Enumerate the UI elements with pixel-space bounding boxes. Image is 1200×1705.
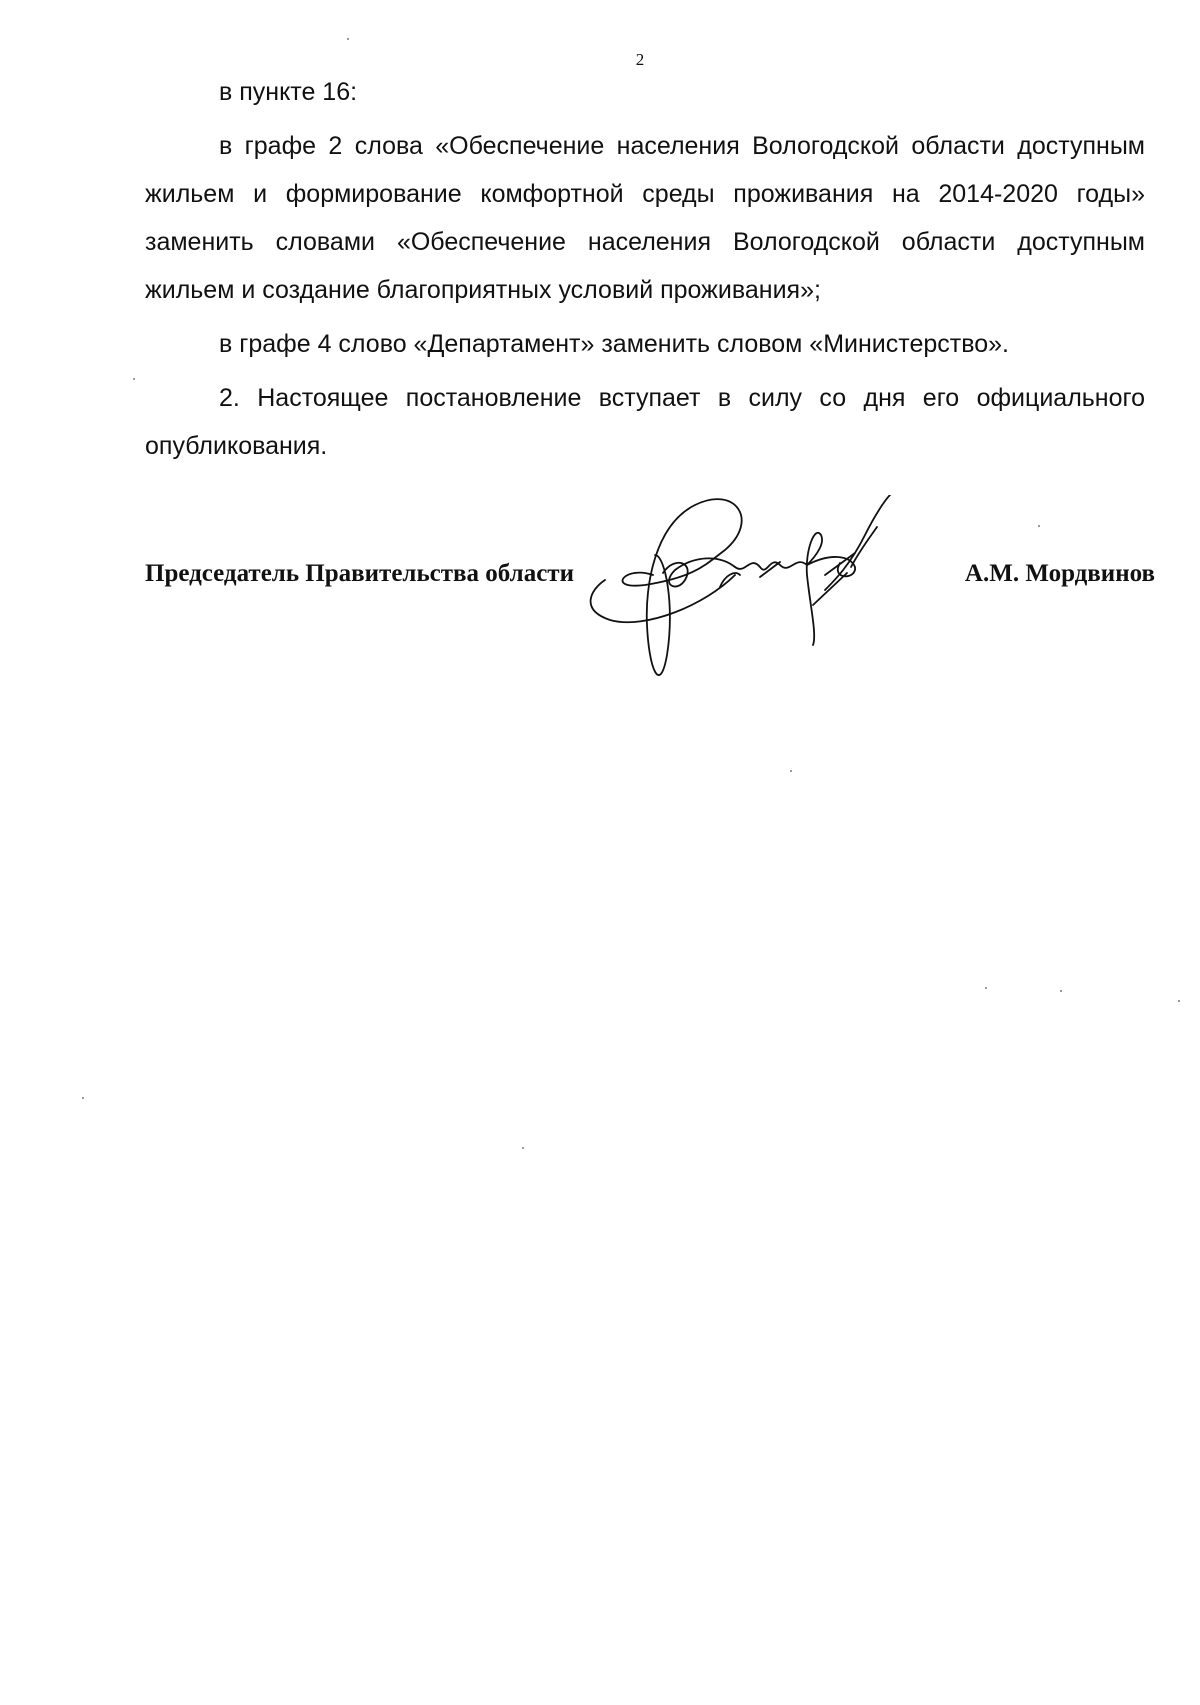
scan-speck (1178, 1000, 1180, 1002)
scan-speck (133, 378, 135, 380)
signatory-name: А.М. Мордвинов (964, 560, 1155, 587)
paragraph-item-16: в пункте 16: (219, 78, 358, 106)
paragraph-column-2-change: в графе 2 слова «Обеспечение населения Вологодской области доступным жильем и формирование комфортной среды проживания на 2014-2020 годы» заменить словами «Обеспечение населения Вологодской области доступным жильем и создание благоприятных условий проживания»; (145, 132, 1145, 304)
scan-speck (347, 38, 349, 40)
scan-speck (522, 1147, 524, 1149)
handwritten-signature (585, 495, 945, 695)
document-body (145, 68, 1145, 476)
signatory-title: Председатель Правительства области (145, 560, 574, 587)
scan-speck (985, 987, 987, 989)
scan-speck (1060, 990, 1062, 992)
scan-speck (790, 770, 792, 772)
scan-speck (1038, 525, 1040, 527)
scan-speck (82, 1097, 84, 1099)
page-number: 2 (635, 50, 645, 69)
paragraph-column-4-change: в графе 4 слово «Департамент» заменить словом «Министерство». (219, 330, 1009, 358)
paragraph-effective-date: 2. Настоящее постановление вступает в силу со дня его официального опубликования. (145, 384, 1145, 460)
